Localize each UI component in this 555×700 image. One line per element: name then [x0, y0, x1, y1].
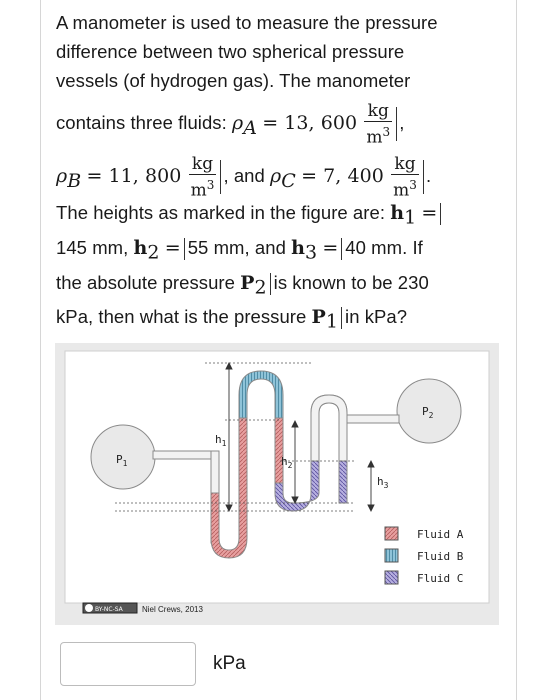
h2-symbol: h [133, 237, 148, 259]
unit-fraction: $\frac{kg}{m^3}$ [190, 153, 215, 201]
h3-symbol: h [291, 237, 305, 259]
rho-a-symbol: ρ [231, 112, 244, 135]
h1-symbol: h [390, 202, 405, 225]
tube-left-horizontal [153, 451, 219, 459]
answer-unit: kPa [213, 653, 246, 674]
rho-c-symbol: ρ [270, 164, 282, 187]
h3-value: 40 mm. If [345, 237, 423, 258]
cc-icon [85, 604, 93, 612]
vessel-p1 [91, 425, 155, 489]
question-line: The heights as marked in the figure are: [56, 202, 391, 224]
credit [83, 603, 203, 614]
legend-label-b: Fluid B [417, 550, 464, 563]
question-line: is known to be 230 [273, 271, 429, 293]
question-line: kPa, then what is the pressure [56, 306, 312, 328]
legend [385, 527, 464, 585]
legend-label-a: Fluid A [417, 528, 464, 541]
tube-right-horizontal [347, 415, 399, 423]
rho-a-value: = 13, 600 [262, 112, 358, 135]
legend-swatch-a [385, 527, 398, 540]
rho-b-value: = 11, 800 [86, 164, 182, 187]
h2-value: 55 mm, and [187, 237, 292, 258]
cc-badge-text: BY-NC-SA [95, 606, 123, 613]
question-line: A manometer is used to measure the pressure [56, 12, 438, 33]
manometer-figure [55, 343, 499, 625]
unit-fraction: $\frac{kg}{m^3}$ [393, 153, 417, 201]
h3-label: $h_3$ [377, 475, 389, 490]
question-text: A manometer is used to measure the pressure difference between two spherical pressure vessels (of hydrogen gas). The manometer contains three fluids: $\rho_A = 13$, 600 $\frac{kg}{m^3}$ , $\rho_B = 11$, 800 $\frac{kg}{m^3}$ , and $\rho_C = 7$, 400 $\frac{kg}{m^3}$ . The heights as marked in the figure are: $h_1$ = 145 mm, $h_2 = 55$ mm, and $h_3 = 40$ mm. If the absolute pressure $P_2$ is known to be 230 kPa, then what is the pressure $P_1$ in kPa? [56, 8, 496, 337]
question-line: difference between two spherical pressure [56, 41, 405, 62]
rho-c-value: = 7, 400 [301, 164, 384, 187]
fluid-a-middle [275, 418, 283, 483]
h2-label: $h_2$ [281, 455, 293, 470]
credit-author: Niel Crews, 2013 [142, 605, 203, 614]
unit-fraction: $\frac{kg}{m^3}$ [366, 101, 391, 148]
h1-label: $h_1$ [215, 433, 227, 448]
and-text: , and [223, 164, 271, 186]
p2-symbol: P [240, 271, 255, 294]
legend-swatch-b [385, 549, 398, 562]
h1-value: 145 mm, [56, 237, 134, 258]
rho-b-subscript: B [67, 169, 82, 192]
question-line: in kPa? [345, 306, 408, 328]
manometer-diagram [55, 343, 499, 625]
rho-b-symbol: ρ [56, 164, 68, 187]
answer-input[interactable] [60, 642, 196, 686]
question-line: vessels (of hydrogen gas). The manometer [56, 70, 411, 91]
question-line: contains three fluids: [56, 112, 232, 134]
p1-label: $P_1$ [116, 453, 128, 468]
p1-symbol: P [311, 306, 326, 329]
p2-label: $P_2$ [422, 405, 434, 420]
legend-label-c: Fluid C [417, 572, 464, 585]
rho-c-subscript: C [281, 169, 296, 192]
rho-a-subscript: A [243, 116, 257, 139]
legend-swatch-c [385, 571, 398, 584]
question-line: the absolute pressure [56, 271, 241, 293]
